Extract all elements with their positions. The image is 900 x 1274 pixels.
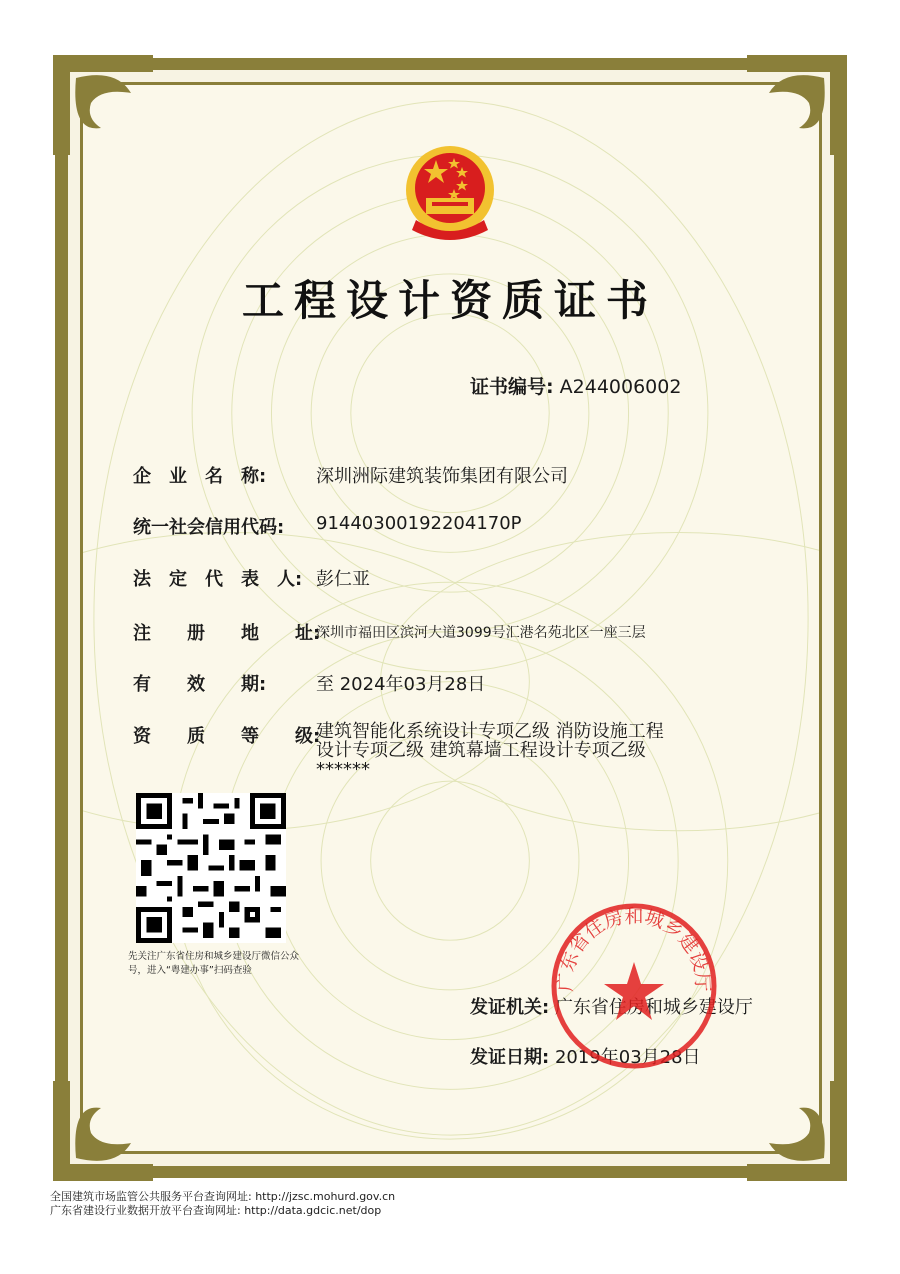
field-value: 彭仁亚 (316, 569, 370, 590)
certificate-number (470, 372, 681, 399)
footer-line-1: 全国建筑市场监管公共服务平台查询网址: http://jzsc.mohurd.gov.cn (50, 1190, 396, 1203)
field-qualification-level (133, 722, 664, 779)
field-value: 深圳洲际建筑装饰集团有限公司 (316, 466, 568, 487)
field-legal-representative (133, 565, 370, 591)
corner-ornament-bottom-right (742, 1076, 852, 1186)
seal-text: 广东省住房和城乡建设厅 (554, 905, 714, 993)
qr-code[interactable] (136, 793, 286, 943)
official-seal (548, 900, 720, 1072)
field-validity (133, 670, 485, 696)
field-value: 建筑智能化系统设计专项乙级 消防设施工程 设计专项乙级 建筑幕墙工程设计专项乙级 ****** (316, 721, 664, 780)
certificate-number-label: 证书编号: (470, 376, 554, 398)
corner-ornament-bottom-left (48, 1076, 158, 1186)
certificate-title: 工程设计资质证书 (241, 276, 658, 325)
footer-links (50, 1190, 395, 1218)
field-value: 至 2024年03月28日 (316, 674, 486, 695)
field-company-name (133, 462, 568, 488)
field-label: 有 效 期: (133, 674, 267, 695)
field-label: 注 册 地 址: (133, 623, 321, 644)
corner-ornament-top-left (48, 50, 158, 160)
certificate-number-value: A244006002 (559, 376, 682, 398)
field-credit-code (133, 513, 522, 539)
national-emblem-icon (396, 140, 504, 248)
issuing-authority-value: 广东省住房和城乡建设厅 (554, 997, 753, 1018)
field-value: 91440300192204170P (316, 513, 522, 534)
field-label: 资 质 等 级: (133, 726, 321, 747)
qr-caption: 先关注广东省住房和城乡建设厅微信公众号，进入“粤建办事”扫码查验 (128, 951, 300, 976)
field-value: 深圳市福田区滨河大道3099号汇港名苑北区一座三层 (316, 625, 646, 641)
field-registered-address (133, 619, 646, 645)
issue-date-value: 2019年03月28日 (554, 1047, 701, 1068)
issuing-authority-label: 发证机关: (470, 997, 550, 1018)
footer-line-2: 广东省建设行业数据开放平台查询网址: http://data.gdcic.net/dop (50, 1204, 382, 1217)
field-label: 统一社会信用代码: (133, 517, 285, 538)
corner-ornament-top-right (742, 50, 852, 160)
field-label: 企 业 名 称: (133, 466, 267, 487)
field-label: 法 定 代 表 人: (133, 569, 303, 590)
issue-date-label: 发证日期: (470, 1047, 550, 1068)
